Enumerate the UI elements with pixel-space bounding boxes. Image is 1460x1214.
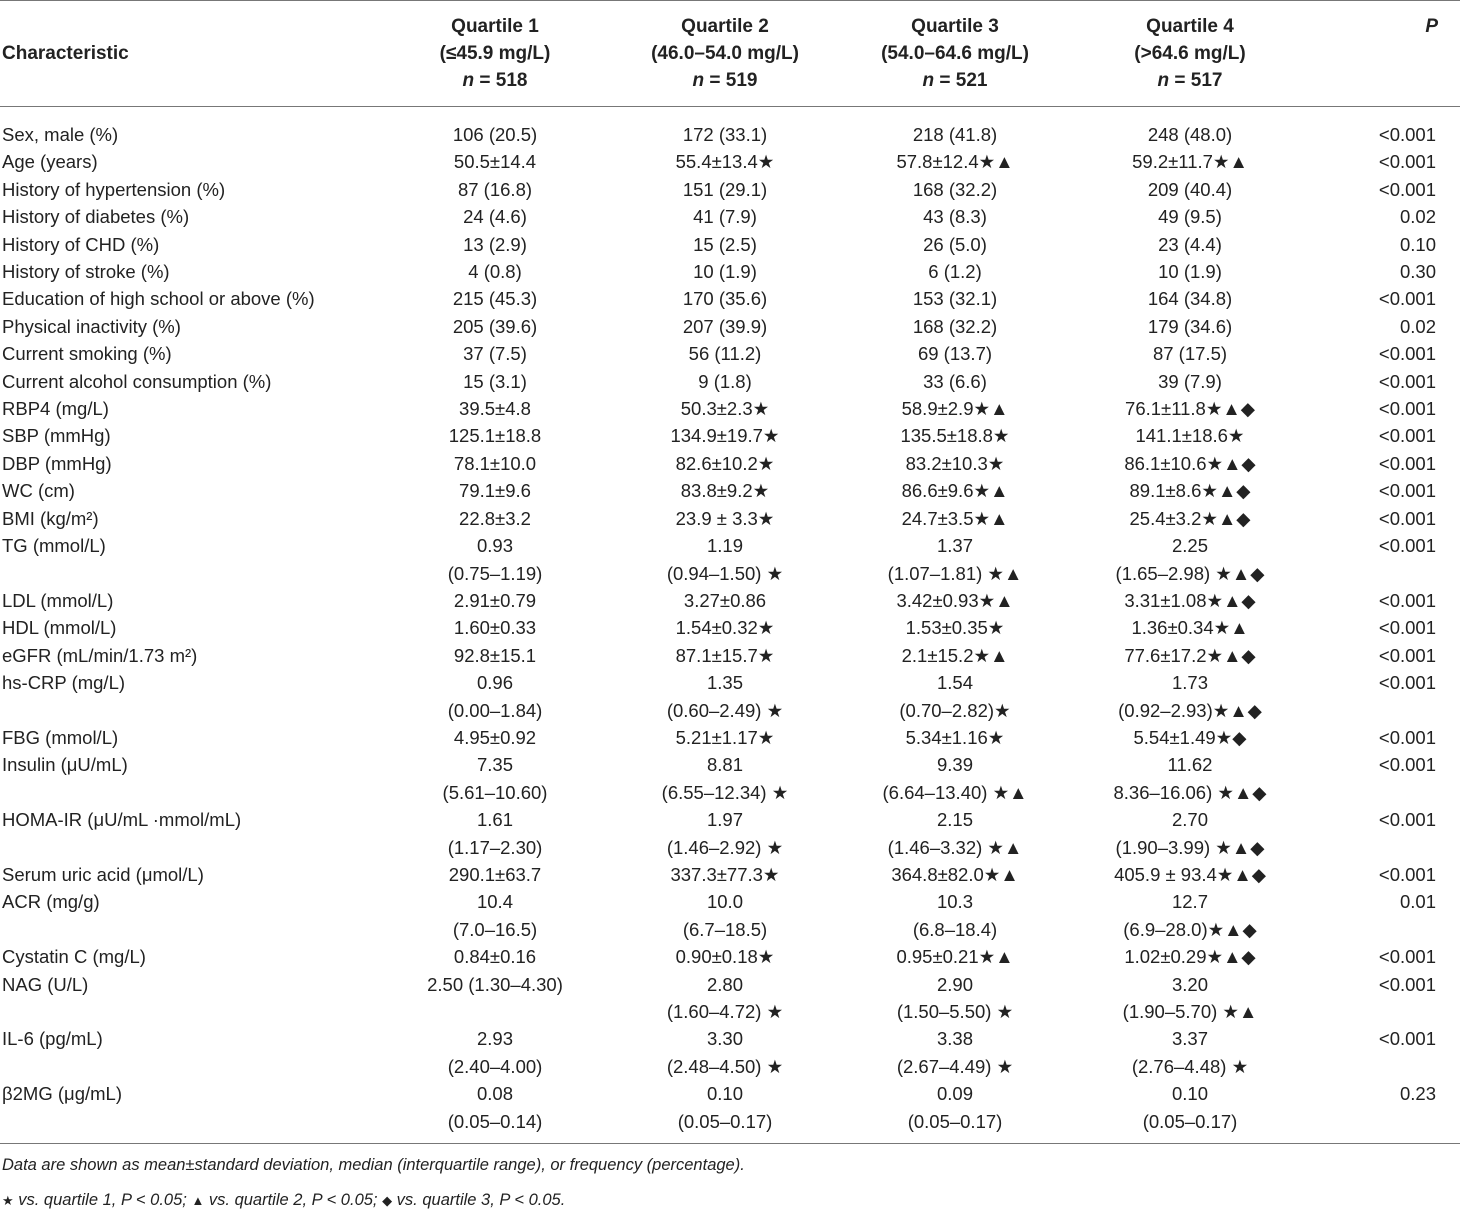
cell-quartile-4: 12.7 — [1171, 891, 1208, 913]
cell-p-value: <0.001 — [1378, 124, 1436, 145]
cell-quartile-3: 86.6±9.6★▲ — [901, 480, 1009, 502]
cell-quartile-4: 49 (9.5) — [1158, 206, 1222, 228]
cell-p-value: 0.02 — [1399, 315, 1436, 337]
cell-p-value — [1310, 779, 1460, 806]
row-label: SBP (mmHg) — [2, 425, 111, 447]
cell-quartile-1: 1.60±0.33 — [453, 617, 537, 639]
row-label: HOMA-IR (μU/mL ·mmol/mL) — [2, 809, 242, 831]
cell-quartile-2: 10.0 — [706, 891, 743, 913]
row-label: Current smoking (%) — [2, 343, 172, 365]
table-row — [0, 861, 1460, 888]
table-row — [0, 560, 1460, 587]
cell-p-value: <0.001 — [1378, 343, 1436, 365]
table-row — [0, 258, 1460, 285]
cell-quartile-2: 1.54±0.32★ — [675, 617, 775, 639]
cell-quartile-3: 0.95±0.21★▲ — [896, 946, 1014, 968]
table-header — [0, 1, 1460, 107]
cell-quartile-3: (6.8–18.4) — [912, 918, 998, 940]
cell-quartile-2: 10 (1.9) — [693, 261, 757, 283]
cell-quartile-3: (0.70–2.82)★ — [899, 699, 1011, 721]
cell-quartile-4: 23 (4.4) — [1158, 233, 1222, 255]
cell-quartile-3: 3.38 — [936, 1028, 973, 1050]
quartile-n: n = 517 — [1157, 70, 1223, 91]
cell-quartile-4: 1.02±0.29★▲◆ — [1124, 946, 1256, 968]
cell-quartile-4: 5.54±1.49★◆ — [1133, 726, 1247, 748]
cell-p-value: 0.02 — [1399, 206, 1436, 228]
cell-quartile-1: (0.75–1.19) — [447, 562, 543, 584]
cell-quartile-2: 41 (7.9) — [693, 206, 757, 228]
cell-p-value: <0.001 — [1378, 480, 1436, 502]
quartile-range: (>64.6 mg/L) — [1134, 43, 1246, 64]
table-row — [0, 724, 1460, 751]
cell-quartile-4: 39 (7.9) — [1158, 370, 1222, 392]
cell-quartile-4: 248 (48.0) — [1147, 124, 1233, 145]
cell-quartile-1: 13 (2.9) — [463, 233, 527, 255]
cell-quartile-1 — [380, 998, 610, 1025]
cell-quartile-1: (0.05–0.14) — [447, 1110, 543, 1132]
cell-quartile-2: 50.3±2.3★ — [680, 398, 770, 420]
cell-quartile-3: 5.34±1.16★ — [905, 726, 1005, 748]
cell-quartile-3: (1.07–1.81) ★▲ — [887, 562, 1023, 584]
table-row — [0, 642, 1460, 669]
row-label — [0, 998, 380, 1025]
cell-quartile-1: 0.93 — [476, 535, 513, 557]
row-label: LDL (mmol/L) — [2, 589, 114, 611]
cell-p-value — [1310, 834, 1460, 861]
cell-p-value: <0.001 — [1378, 425, 1436, 447]
table-row — [0, 751, 1460, 778]
cell-quartile-3: 57.8±12.4★▲ — [896, 151, 1014, 173]
table-row — [0, 834, 1460, 861]
cell-p-value: <0.001 — [1378, 535, 1436, 557]
footnote-definitions: Data are shown as mean±standard deviation, median (interquartile range), or frequency (percentage). — [2, 1156, 745, 1175]
cell-quartile-3: (2.67–4.49) ★ — [896, 1055, 1014, 1077]
cell-quartile-1: 15 (3.1) — [463, 370, 527, 392]
row-label: WC (cm) — [2, 480, 75, 502]
table-row — [0, 313, 1460, 340]
table-row — [0, 1053, 1460, 1080]
cell-quartile-1: (5.61–10.60) — [442, 781, 548, 803]
cell-p-value — [1310, 916, 1460, 943]
row-label: Education of high school or above (%) — [2, 288, 315, 310]
cell-quartile-2: 172 (33.1) — [682, 124, 768, 145]
cell-quartile-3: 26 (5.0) — [923, 233, 987, 255]
cell-quartile-1: 0.08 — [476, 1083, 513, 1105]
cell-quartile-1: 215 (45.3) — [452, 288, 538, 310]
header-quartile-1 — [380, 1, 610, 107]
row-label: RBP4 (mg/L) — [2, 398, 109, 420]
table-row — [0, 340, 1460, 367]
cell-quartile-2: 56 (11.2) — [688, 343, 762, 365]
table-row — [0, 477, 1460, 504]
row-label: BMI (kg/m²) — [2, 507, 99, 529]
cell-p-value: <0.001 — [1378, 452, 1436, 474]
cell-quartile-3: 168 (32.2) — [912, 178, 998, 200]
row-label: Physical inactivity (%) — [2, 315, 181, 337]
cell-quartile-1: 0.96 — [476, 672, 513, 694]
table-row — [0, 107, 1460, 149]
cell-p-value: 0.23 — [1399, 1083, 1436, 1105]
cell-quartile-3: 9.39 — [936, 754, 973, 776]
table-row — [0, 614, 1460, 641]
cell-quartile-3: 33 (6.6) — [923, 370, 987, 392]
table-body — [0, 107, 1460, 1144]
row-label: DBP (mmHg) — [2, 452, 112, 474]
cell-quartile-1: 2.91±0.79 — [453, 589, 537, 611]
table-row — [0, 943, 1460, 970]
table-row — [0, 697, 1460, 724]
table-row — [0, 1108, 1460, 1143]
table-row — [0, 176, 1460, 203]
cell-quartile-3: 83.2±10.3★ — [905, 452, 1005, 474]
cell-quartile-3: 218 (41.8) — [912, 124, 998, 145]
cell-p-value: <0.001 — [1378, 809, 1436, 831]
cell-quartile-2: 83.8±9.2★ — [680, 480, 770, 502]
row-label: History of stroke (%) — [2, 261, 170, 283]
row-label: Cystatin C (mg/L) — [2, 946, 146, 968]
table-bottom-rule — [0, 1143, 1460, 1144]
quartile-label: Quartile 2 — [681, 16, 769, 37]
cell-quartile-4: 8.36–16.06) ★▲◆ — [1113, 781, 1267, 803]
table-row — [0, 888, 1460, 915]
cell-quartile-1: 0.84±0.16 — [453, 946, 537, 968]
cell-p-value — [1310, 560, 1460, 587]
cell-quartile-4: 179 (34.6) — [1147, 315, 1233, 337]
header-characteristic: Characteristic — [2, 43, 129, 64]
cell-p-value: <0.001 — [1378, 726, 1436, 748]
cell-quartile-4: 3.37 — [1171, 1028, 1208, 1050]
row-label: NAG (U/L) — [2, 973, 89, 995]
cell-quartile-4: 59.2±11.7★▲ — [1132, 151, 1248, 173]
quartile-n: n = 521 — [922, 70, 988, 91]
cell-quartile-1: 78.1±10.0 — [453, 452, 537, 474]
cell-quartile-1: 1.61 — [476, 809, 513, 831]
row-label: TG (mmol/L) — [2, 535, 106, 557]
table-row — [0, 1080, 1460, 1107]
row-label: Current alcohol consumption (%) — [2, 370, 272, 392]
row-label: β2MG (μg/mL) — [2, 1083, 122, 1105]
cell-quartile-4: 87 (17.5) — [1152, 343, 1228, 365]
cell-quartile-1: 87 (16.8) — [457, 178, 533, 200]
cell-quartile-1: 50.5±14.4 — [453, 151, 537, 173]
triangle-symbol: ▲ — [191, 1193, 205, 1209]
cell-quartile-4: 209 (40.4) — [1147, 178, 1233, 200]
table-row — [0, 669, 1460, 696]
row-label — [0, 1108, 380, 1143]
table-row — [0, 532, 1460, 559]
cell-quartile-3: 364.8±82.0★▲ — [891, 863, 1019, 885]
table-row — [0, 505, 1460, 532]
row-label — [0, 779, 380, 806]
cell-p-value: 0.10 — [1399, 233, 1436, 255]
cell-quartile-2: 337.3±77.3★ — [670, 863, 780, 885]
cell-quartile-2: 151 (29.1) — [682, 178, 768, 200]
cell-quartile-3: 0.09 — [936, 1083, 973, 1105]
quartile-label: Quartile 4 — [1146, 16, 1234, 37]
cell-quartile-3: 153 (32.1) — [912, 288, 998, 310]
cell-quartile-1: 2.93 — [476, 1028, 513, 1050]
cell-quartile-3: (1.46–3.32) ★▲ — [887, 836, 1023, 858]
table-row — [0, 395, 1460, 422]
row-label: History of diabetes (%) — [2, 206, 190, 228]
cell-quartile-2: 1.19 — [706, 535, 743, 557]
cell-p-value: <0.001 — [1378, 672, 1436, 694]
quartile-n: n = 518 — [462, 70, 528, 91]
cell-quartile-4: 405.9 ± 93.4★▲◆ — [1114, 863, 1266, 885]
table-row — [0, 587, 1460, 614]
cell-quartile-4: 141.1±18.6★ — [1135, 425, 1245, 447]
cell-p-value: <0.001 — [1378, 507, 1436, 529]
cell-quartile-2: 0.10 — [706, 1083, 743, 1105]
cell-quartile-4: 2.25 — [1171, 535, 1208, 557]
cell-quartile-3: 58.9±2.9★▲ — [901, 398, 1009, 420]
table-row — [0, 1025, 1460, 1052]
cell-p-value — [1310, 1108, 1460, 1143]
cell-quartile-3: 3.42±0.93★▲ — [896, 589, 1014, 611]
cell-quartile-1: (7.0–16.5) — [452, 918, 538, 940]
row-label: Sex, male (%) — [2, 124, 119, 145]
cell-quartile-4: 10 (1.9) — [1158, 261, 1222, 283]
cell-quartile-4: 3.31±1.08★▲◆ — [1124, 589, 1256, 611]
cell-quartile-2: 0.90±0.18★ — [675, 946, 775, 968]
cell-quartile-4: (1.90–5.70) ★▲ — [1122, 1001, 1258, 1022]
cell-quartile-1: 125.1±18.8 — [448, 425, 542, 447]
row-label: HDL (mmol/L) — [2, 617, 117, 639]
table-row — [0, 368, 1460, 395]
cell-quartile-4: 164 (34.8) — [1147, 288, 1233, 310]
row-label: hs-CRP (mg/L) — [2, 672, 126, 694]
cell-quartile-3: (0.05–0.17) — [907, 1110, 1003, 1132]
cell-p-value: <0.001 — [1378, 973, 1436, 995]
cell-quartile-1: (2.40–4.00) — [447, 1055, 543, 1077]
cell-quartile-2: 3.30 — [706, 1028, 743, 1050]
cell-quartile-2: 3.27±0.86 — [683, 589, 767, 611]
cell-quartile-3: 2.1±15.2★▲ — [901, 644, 1009, 666]
row-label: Serum uric acid (μmol/L) — [2, 863, 204, 885]
cell-quartile-2: (6.7–18.5) — [682, 918, 768, 940]
quartile-label: Quartile 1 — [451, 16, 539, 37]
cell-quartile-4: 1.36±0.34★▲ — [1131, 617, 1249, 639]
row-label — [0, 916, 380, 943]
cell-p-value: <0.001 — [1378, 644, 1436, 666]
cell-quartile-4: 1.73 — [1171, 672, 1208, 694]
footnote-significance — [0, 1187, 1460, 1214]
cell-quartile-1: 205 (39.6) — [452, 315, 538, 337]
table-row — [0, 998, 1460, 1025]
footnote-star-text: vs. quartile 1, P < 0.05; — [13, 1191, 192, 1210]
cell-quartile-3: 43 (8.3) — [923, 206, 987, 228]
row-label: eGFR (mL/min/1.73 m²) — [2, 644, 198, 666]
cell-quartile-1: 7.35 — [476, 754, 513, 776]
cell-quartile-2: (1.46–2.92) ★ — [666, 836, 784, 858]
cell-quartile-3: 2.90 — [936, 973, 973, 995]
row-label — [0, 697, 380, 724]
row-label: History of CHD (%) — [2, 233, 160, 255]
cell-quartile-1: 10.4 — [476, 891, 513, 913]
row-label: History of hypertension (%) — [2, 178, 226, 200]
cell-p-value: <0.001 — [1378, 946, 1436, 968]
header-quartile-4 — [1070, 1, 1310, 107]
cell-quartile-2: 170 (35.6) — [682, 288, 768, 310]
cell-quartile-4: 11.62 — [1167, 754, 1213, 776]
cell-p-value: <0.001 — [1378, 151, 1436, 173]
cell-quartile-2: (6.55–12.34) ★ — [661, 781, 789, 803]
table-row — [0, 916, 1460, 943]
cell-quartile-4: 89.1±8.6★▲◆ — [1129, 480, 1251, 502]
cell-quartile-3: 135.5±18.8★ — [900, 425, 1010, 447]
cell-p-value: <0.001 — [1378, 370, 1436, 392]
cell-quartile-4: (6.9–28.0)★▲◆ — [1123, 918, 1257, 940]
cell-quartile-4: (2.76–4.48) ★ — [1131, 1055, 1249, 1077]
cell-quartile-1: 290.1±63.7 — [448, 863, 542, 885]
cell-quartile-3: 2.15 — [936, 809, 973, 831]
header-quartile-3 — [840, 1, 1070, 107]
table-row — [0, 422, 1460, 449]
cell-p-value: <0.001 — [1378, 863, 1436, 885]
cell-quartile-4: (1.90–3.99) ★▲◆ — [1115, 836, 1265, 858]
cell-quartile-2: 1.97 — [706, 809, 743, 831]
table-row — [0, 806, 1460, 833]
quartile-n: n = 519 — [692, 70, 758, 91]
cell-quartile-3: 6 (1.2) — [928, 261, 982, 283]
cell-quartile-4: 77.6±17.2★▲◆ — [1124, 644, 1256, 666]
cell-quartile-3: 10.3 — [936, 891, 973, 913]
cell-quartile-4: 86.1±10.6★▲◆ — [1124, 452, 1256, 474]
row-label — [0, 1053, 380, 1080]
cell-quartile-4: (1.65–2.98) ★▲◆ — [1115, 562, 1265, 584]
cell-quartile-1: 106 (20.5) — [452, 124, 538, 145]
table-row — [0, 231, 1460, 258]
cell-quartile-3: 1.37 — [936, 535, 973, 557]
cell-quartile-2: 87.1±15.7★ — [675, 644, 775, 666]
cell-p-value: 0.30 — [1399, 261, 1436, 283]
cell-quartile-2: 55.4±13.4★ — [675, 151, 775, 173]
table-row — [0, 971, 1460, 998]
cell-quartile-4: 25.4±3.2★▲◆ — [1129, 507, 1251, 529]
row-label: ACR (mg/g) — [2, 891, 100, 913]
cell-p-value: <0.001 — [1378, 589, 1436, 611]
cell-quartile-1: 4.95±0.92 — [453, 726, 537, 748]
cell-p-value — [1310, 998, 1460, 1025]
cell-quartile-2: (2.48–4.50) ★ — [666, 1055, 784, 1077]
cell-quartile-1: (1.17–2.30) — [447, 836, 543, 858]
cell-quartile-2: 9 (1.8) — [698, 370, 752, 392]
cell-quartile-2: (0.05–0.17) — [677, 1110, 773, 1132]
cell-quartile-4: 3.20 — [1171, 973, 1208, 995]
table-row — [0, 148, 1460, 175]
cell-quartile-4: (0.92–2.93)★▲◆ — [1118, 699, 1262, 721]
cell-quartile-2: 1.35 — [706, 672, 743, 694]
cell-quartile-2: 82.6±10.2★ — [675, 452, 775, 474]
cell-quartile-2: 8.81 — [706, 754, 743, 776]
cell-quartile-1: 22.8±3.2 — [459, 507, 531, 529]
cell-quartile-3: 69 (13.7) — [917, 343, 993, 365]
cell-quartile-4: 76.1±11.8★▲◆ — [1125, 398, 1255, 420]
row-label — [0, 560, 380, 587]
cell-p-value: <0.001 — [1378, 754, 1436, 776]
table-row — [0, 285, 1460, 312]
cell-quartile-2: (0.60–2.49) ★ — [666, 699, 784, 721]
cell-quartile-1: 79.1±9.6 — [459, 480, 531, 502]
cell-quartile-3: (1.50–5.50) ★ — [896, 1001, 1014, 1022]
cell-quartile-2: 207 (39.9) — [682, 315, 768, 337]
cell-quartile-1: 24 (4.6) — [463, 206, 527, 228]
cell-p-value: <0.001 — [1378, 398, 1436, 420]
row-label — [0, 834, 380, 861]
cell-quartile-2: (1.60–4.72) ★ — [666, 1001, 784, 1022]
cell-quartile-2: 134.9±19.7★ — [670, 425, 780, 447]
cell-quartile-1: 4 (0.8) — [468, 261, 522, 283]
cell-quartile-1: 39.5±4.8 — [459, 398, 531, 420]
header-quartile-2 — [610, 1, 840, 107]
cell-p-value — [1310, 1053, 1460, 1080]
quartile-label: Quartile 3 — [911, 16, 999, 37]
cell-p-value: <0.001 — [1378, 1028, 1436, 1050]
cell-quartile-1: 92.8±15.1 — [453, 644, 537, 666]
cell-quartile-1: 2.50 (1.30–4.30) — [427, 973, 563, 995]
cell-quartile-3: 1.53±0.35★ — [905, 617, 1005, 639]
star-symbol: ★ — [2, 1193, 14, 1209]
header-p-value: P — [1425, 16, 1438, 37]
diamond-symbol: ◆ — [382, 1193, 393, 1209]
cell-quartile-3: 1.54 — [936, 672, 973, 694]
cell-p-value: <0.001 — [1378, 178, 1436, 200]
table-row — [0, 779, 1460, 806]
cell-quartile-2: 2.80 — [706, 973, 743, 995]
cell-quartile-4: 2.70 — [1171, 809, 1208, 831]
cell-quartile-2: 15 (2.5) — [693, 233, 757, 255]
cell-quartile-3: 168 (32.2) — [912, 315, 998, 337]
table-row — [0, 203, 1460, 230]
row-label: FBG (mmol/L) — [2, 726, 119, 748]
row-label: Insulin (μU/mL) — [2, 754, 128, 776]
cell-p-value: <0.001 — [1378, 288, 1436, 310]
cell-quartile-2: (0.94–1.50) ★ — [666, 562, 784, 584]
cell-quartile-1: 37 (7.5) — [463, 343, 527, 365]
quartile-range: (54.0–64.6 mg/L) — [881, 43, 1029, 64]
cell-quartile-3: (6.64–13.40) ★▲ — [882, 781, 1028, 803]
quartile-range: (≤45.9 mg/L) — [439, 43, 551, 64]
cell-quartile-2: 5.21±1.17★ — [675, 726, 775, 748]
cell-quartile-2: 23.9 ± 3.3★ — [675, 507, 775, 529]
footnote-diamond-text: vs. quartile 3, P < 0.05. — [392, 1191, 566, 1210]
footnote-triangle-text: vs. quartile 2, P < 0.05; — [204, 1191, 383, 1210]
cell-quartile-4: 0.10 — [1171, 1083, 1208, 1105]
cell-quartile-1: (0.00–1.84) — [447, 699, 543, 721]
row-label: Age (years) — [2, 151, 98, 173]
cell-p-value: 0.01 — [1399, 891, 1436, 913]
cell-p-value — [1310, 697, 1460, 724]
cell-p-value: <0.001 — [1378, 617, 1436, 639]
cell-quartile-3: 24.7±3.5★▲ — [901, 507, 1009, 529]
cell-quartile-4: (0.05–0.17) — [1142, 1110, 1238, 1132]
table-row — [0, 450, 1460, 477]
row-label: IL-6 (pg/mL) — [2, 1028, 103, 1050]
quartile-range: (46.0–54.0 mg/L) — [651, 43, 799, 64]
